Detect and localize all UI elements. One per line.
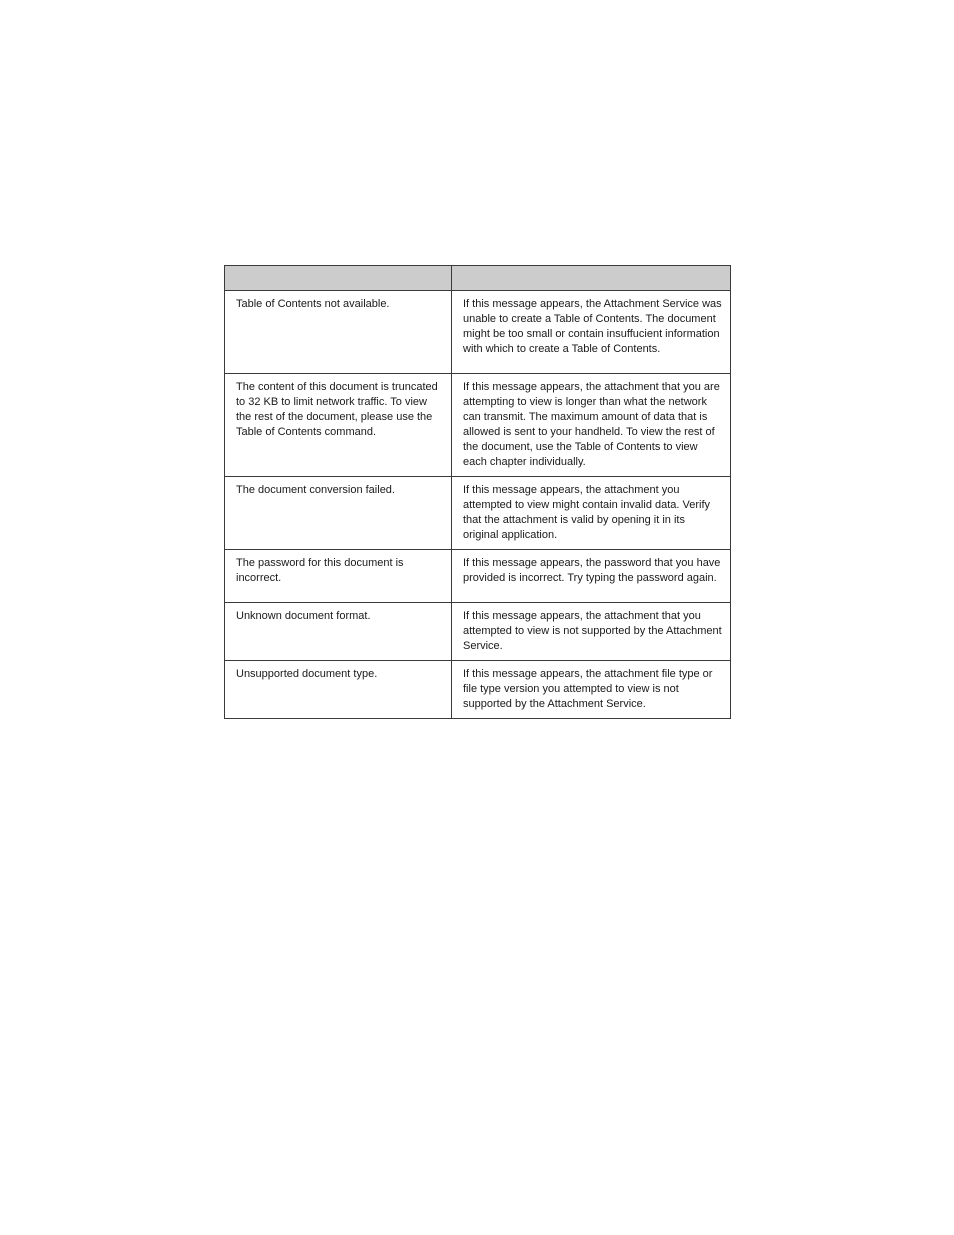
description-cell: If this message appears, the attachment you attempted to view might contain invalid data. Verify that the attachment is valid by opening it in its original application.	[452, 477, 731, 550]
description-cell: If this message appears, the password that you have provided is incorrect. Try typing the password again.	[452, 550, 731, 603]
header-cell-message	[225, 266, 452, 291]
message-cell: Table of Contents not available.	[225, 291, 452, 374]
description-cell: If this message appears, the Attachment Service was unable to create a Table of Contents. The document might be too small or contain insuffucient information with which to create a Table of Contents.	[452, 291, 731, 374]
table-header	[225, 266, 731, 291]
table-body	[225, 291, 731, 719]
table-row	[225, 374, 731, 477]
table-row	[225, 477, 731, 550]
description-cell: If this message appears, the attachment file type or file type version you attempted to view is not supported by the Attachment Service.	[452, 661, 731, 719]
error-messages-table	[224, 265, 731, 719]
message-cell: The document conversion failed.	[225, 477, 452, 550]
message-cell: Unknown document format.	[225, 603, 452, 661]
table-row	[225, 291, 731, 374]
message-cell: Unsupported document type.	[225, 661, 452, 719]
message-cell: The content of this document is truncated to 32 KB to limit network traffic. To view the rest of the document, please use the Table of Contents command.	[225, 374, 452, 477]
table-row	[225, 603, 731, 661]
description-cell: If this message appears, the attachment that you are attempting to view is longer than what the network can transmit. The maximum amount of data that is allowed is sent to your handheld. To view the rest of the document, use the Table of Contents to view each chapter individually.	[452, 374, 731, 477]
description-cell: If this message appears, the attachment that you attempted to view is not supported by the Attachment Service.	[452, 603, 731, 661]
table-row	[225, 661, 731, 719]
message-cell: The password for this document is incorrect.	[225, 550, 452, 603]
table-header-row	[225, 266, 731, 291]
table-row	[225, 550, 731, 603]
header-cell-description	[452, 266, 731, 291]
